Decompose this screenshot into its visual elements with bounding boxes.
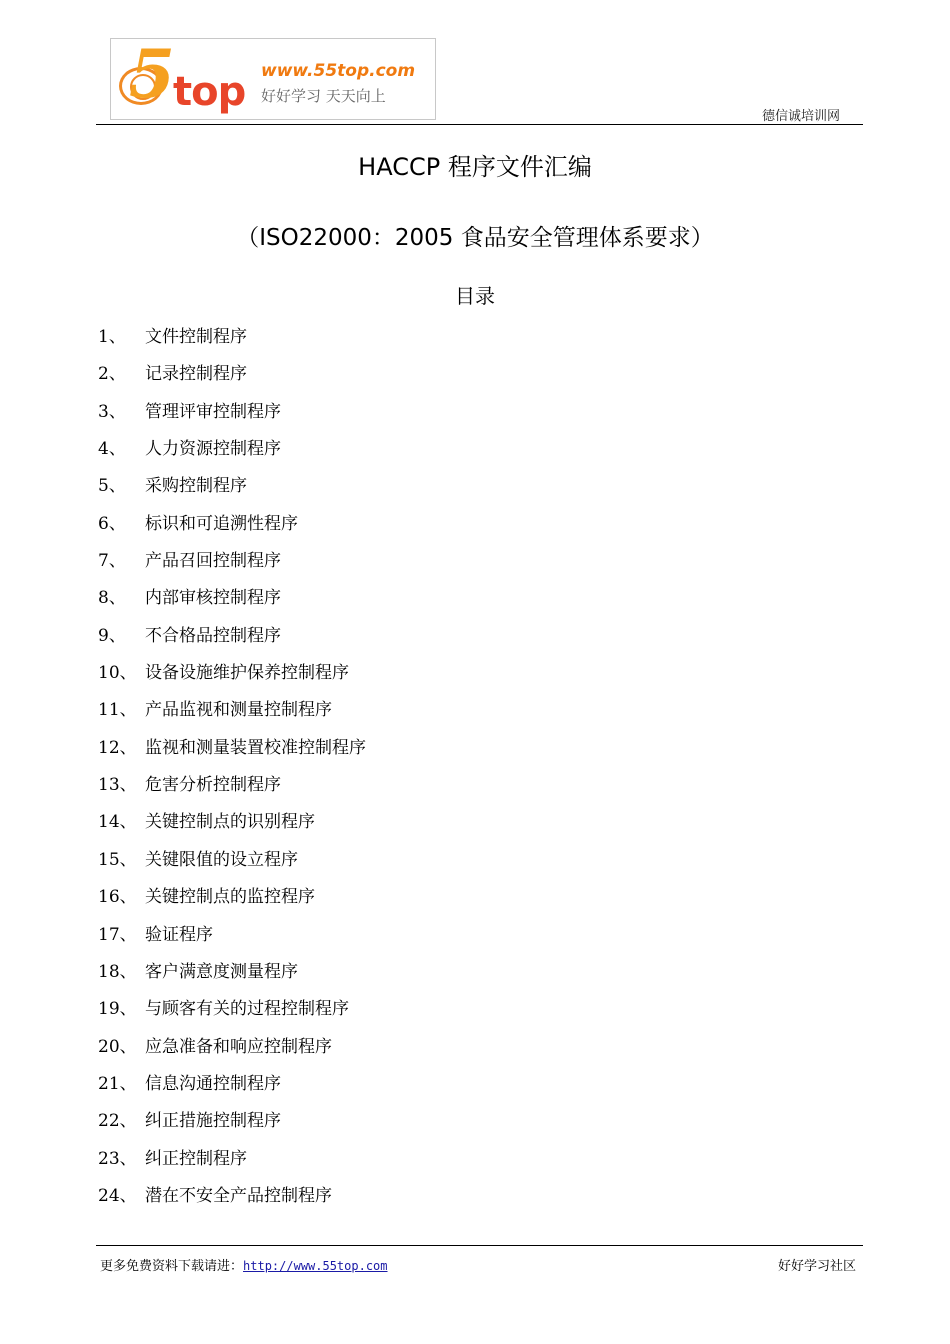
logo-slogan: 好好学习 天天向上 <box>261 87 386 105</box>
toc-item <box>98 700 366 737</box>
toc-item-number: 12、 <box>98 737 137 758</box>
toc-item <box>98 887 366 924</box>
toc-item-number: 22、 <box>98 1111 137 1132</box>
toc-item-label: 纠正措施控制程序 <box>145 1111 281 1132</box>
toc-item-label: 记录控制程序 <box>145 364 247 385</box>
toc-item-number: 14、 <box>98 812 137 833</box>
toc-item-label: 不合格品控制程序 <box>145 625 281 646</box>
toc-item-number: 16、 <box>98 887 137 908</box>
footer-community: 好好学习社区 <box>777 1259 856 1274</box>
toc-item-number: 9、 <box>98 625 126 646</box>
header-site-name: 德信诚培训网 <box>761 109 840 124</box>
footer-link[interactable]: http://www.55top.com <box>243 1259 388 1273</box>
toc-item-label: 标识和可追溯性程序 <box>145 513 298 534</box>
toc-item-number: 7、 <box>98 551 126 572</box>
toc-item <box>98 1186 366 1223</box>
toc-item-label: 监视和测量装置校准控制程序 <box>145 737 366 758</box>
toc-item-label: 人力资源控制程序 <box>145 439 281 460</box>
toc-item-label: 文件控制程序 <box>145 327 247 347</box>
toc-item <box>98 738 366 775</box>
footer-download-note <box>100 1255 388 1274</box>
toc-heading: 目录 <box>455 284 495 308</box>
toc-item-number: 15、 <box>98 849 137 870</box>
toc-item-label: 纠正控制程序 <box>145 1148 247 1169</box>
toc-item-label: 关键限值的设立程序 <box>145 849 298 870</box>
toc-item-number: 20、 <box>98 1036 137 1057</box>
toc-item-number: 3、 <box>98 401 126 422</box>
toc-item-number: 4、 <box>98 439 126 460</box>
document-subtitle: （ISO22000：2005 食品安全管理体系要求） <box>236 225 714 251</box>
toc-item <box>98 439 366 476</box>
toc-item-label: 关键控制点的识别程序 <box>145 812 315 833</box>
toc-item <box>98 551 366 588</box>
toc-item-number: 5、 <box>98 476 126 497</box>
toc-item <box>98 812 366 849</box>
toc-item <box>98 1074 366 1111</box>
toc-item-number: 18、 <box>98 961 137 982</box>
footer-divider <box>96 1245 863 1246</box>
toc-item-number: 19、 <box>98 999 137 1020</box>
footer-prefix: 更多免费资料下载请进： <box>100 1259 244 1274</box>
logo-word: top <box>173 69 246 115</box>
header-divider <box>96 124 863 125</box>
toc-item-number: 8、 <box>98 588 126 609</box>
toc-item-label: 内部审核控制程序 <box>145 588 281 609</box>
toc-item-number: 2、 <box>98 364 126 385</box>
logo-number: 5 <box>129 35 175 113</box>
toc-item-label: 危害分析控制程序 <box>145 775 281 796</box>
toc-item-number: 21、 <box>98 1073 137 1094</box>
toc-item-label: 潜在不安全产品控制程序 <box>145 1185 332 1206</box>
toc-item-number: 23、 <box>98 1148 137 1169</box>
toc-item <box>98 1037 366 1074</box>
toc-item-number: 10、 <box>98 663 137 684</box>
toc-item-label: 应急准备和响应控制程序 <box>145 1036 332 1057</box>
toc-item <box>98 1111 366 1148</box>
toc-item <box>98 999 366 1036</box>
toc-item-label: 与顾客有关的过程控制程序 <box>145 999 349 1020</box>
toc-item-label: 客户满意度测量程序 <box>145 961 298 982</box>
toc-item-label: 验证程序 <box>145 924 213 945</box>
toc-item <box>98 402 366 439</box>
toc-item-number: 24、 <box>98 1185 137 1206</box>
toc-item-number: 1、 <box>98 327 126 347</box>
toc-item <box>98 663 366 700</box>
toc-item <box>98 364 366 401</box>
toc-item <box>98 850 366 887</box>
toc-item <box>98 476 366 513</box>
site-logo[interactable] <box>110 35 436 120</box>
toc-item <box>98 327 366 364</box>
toc-item <box>98 962 366 999</box>
toc-item-label: 设备设施维护保养控制程序 <box>145 663 349 684</box>
document-title: HACCP 程序文件汇编 <box>358 153 592 181</box>
toc-item-number: 17、 <box>98 924 137 945</box>
toc-item <box>98 925 366 962</box>
toc-item-label: 关键控制点的监控程序 <box>145 887 315 908</box>
logo-url: www.55top.com <box>261 61 416 81</box>
toc-item-label: 采购控制程序 <box>145 476 247 497</box>
toc-item-label: 信息沟通控制程序 <box>145 1073 281 1094</box>
toc-item-number: 6、 <box>98 513 126 534</box>
toc-item <box>98 626 366 663</box>
toc-item-label: 管理评审控制程序 <box>145 401 281 422</box>
toc-item <box>98 775 366 812</box>
toc-item-label: 产品召回控制程序 <box>145 551 281 572</box>
toc-item <box>98 588 366 625</box>
toc-item-number: 13、 <box>98 775 137 796</box>
toc-item-label: 产品监视和测量控制程序 <box>145 700 332 721</box>
toc-item <box>98 1149 366 1186</box>
toc-item <box>98 514 366 551</box>
toc-item-number: 11、 <box>98 700 137 721</box>
table-of-contents <box>98 327 366 1223</box>
